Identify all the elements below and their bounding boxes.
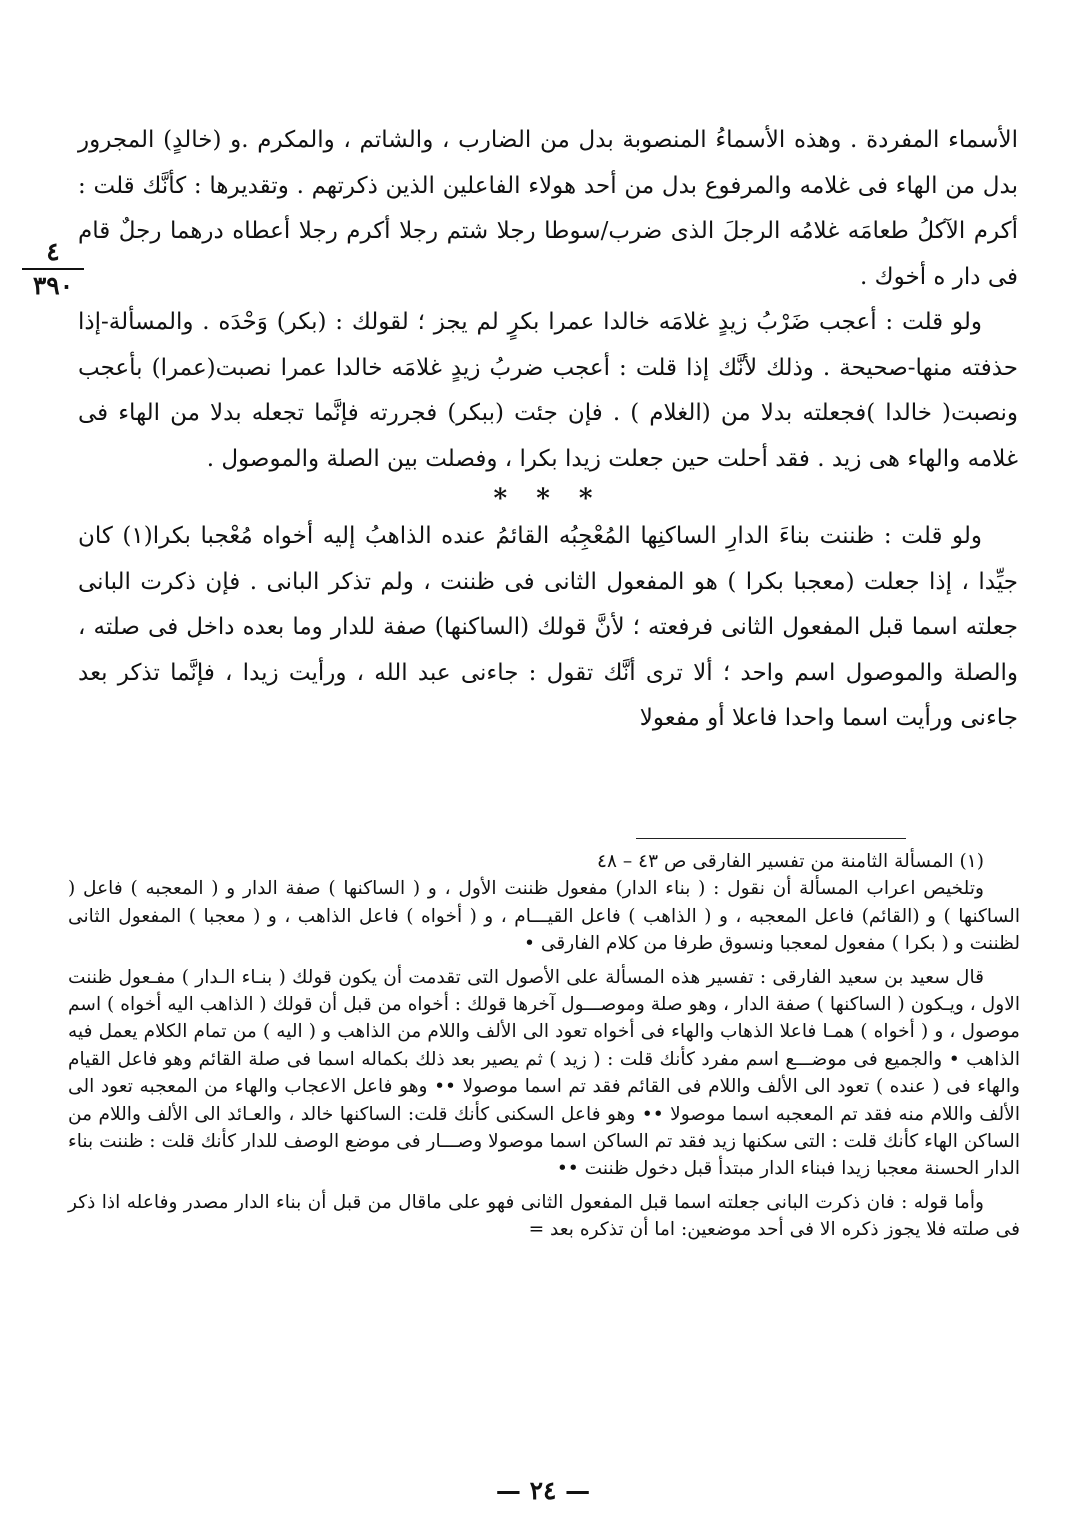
footnote-divider [636, 838, 906, 839]
margin-page-reference [22, 238, 84, 299]
page-number: — ٢٤ — [495, 1476, 591, 1505]
margin-reference-bottom: ٣٩٠ [32, 270, 74, 300]
main-text-block [78, 118, 1018, 742]
main-paragraph-2: ولو قلت : أعجب ضَرْبُ زيدٍ غلامَه خالدا عمرا بكرٍ لم يجز ؛ لقولك : (بكر) وَحْدَه . والمسألة-إذا حذفته منها-صحيحة . وذلك لأنَّك إذا قلت : أعجب ضربُ زيدٍ غلامَه خالدا عمرا نصبت(عمرا) بأعجب ونصبت( خالدا )فجعلته بدلا من (الغلام ) . فإن جئت (ببكر) فجررته فإنَّما تجعله بدلا من الهاء فى غلامه والهاء هى زيد . فقد أحلت حين جعلت زيدا بكرا ، وفصلت بين الصلة والموصول . [78, 309, 1018, 472]
footnotes-block [68, 848, 1020, 1244]
margin-reference-top: ٤ [22, 238, 84, 270]
footnote-paragraph-2: قال سعيد بن سعيد الفارقى : تفسير هذه المسألة على الأصول التى تقدمت أن يكون قولك ( بنـاء الـدار ) مفـعول ظننت الاول ، ويـكون ( الساكنها ) صفة الدار ، وهو صلة وموصـــول آخرها قولك : أخواه من قبل أن قولك ( الذاهب اليه أخواه ) اسم موصول ، و ( أخواه ) همـا فاعلا الذهاب والهاء فى أخواه تعود الى الألف واللام من الذاهب و ( اليه ) من تمام الكلام يعمل فيه الذاهب • والجميع فى موضـــع اسم مفرد كأنك قلت : ( زيد ) ثم يصير بعد ذلك بكماله اسما فى صلة القائم وهو فاعل القيام والهاء فى ( عنده ) تعود الى الألف واللام فى القائم فقد تم اسما موصولا •• وهو فاعل الاعجاب والهاء من المعجبه تعود الى الألف واللام منه فقد تم المعجبه اسما موصولا •• وهو فاعل السكنى كأنك قلت: الساكنها خالد ، والعـائد الى الألف واللام من الساكن الهاء كأنك قلت : التى سكنها زيد فقد تم الساكن اسما موصولا وصـــار فى موضع الوصف للدار كأنك قلت : ظننت بناء الدار الحسنة معجبا زيدا فبناء الدار مبتدأ قبل دخول ظننت •• [68, 966, 1020, 1180]
main-paragraph-1: الأسماء المفردة . وهذه الأسماءُ المنصوبة بدل من الضارب ، والشاتم ، والمكرم .و (خالدٍ) المجرور بدل من الهاء فى غلامه والمرفوع بدل من أحد هولاء الفاعلين الذين ذكرتهم . وتقديرها : كأنَّك قلت : أكرم الآكلُ طعامَه غلامُه الرجلَ الذى ضرب/سوطا رجلا شتم رجلا أكرم رجلا أعطاه درهما رجلٌ قام فى دار ه أخوك . [78, 127, 1018, 290]
main-paragraph-3: ولو قلت : ظننت بناءَ الدارِ الساكنِها المُعْجِبُه القائمُ عنده الذاهبُ إليه أخواه مُعْجبا بكرا(١) كان جيِّدا ، إذا جعلت (معجبا بكرا ) هو المفعول الثانى فى ظننت ، ولم تذكر البانى . فإن ذكرت البانى جعلته اسما قبل المفعول الثانى فرفعته ؛ لأنَّ قولك (الساكنها) صفة للدار وما بعده داخل فى صلته ، والصلة والموصول اسم واحد ؛ ألا ترى أنَّك تقول : جاءنى عبد الله ، ورأيت زيدا ، فإنَّما تذكر بعد جاءنى ورأيت اسما واحدا فاعلا أو مفعولا [78, 523, 1018, 731]
footnote-paragraph-1: وتلخيص اعراب المسألة أن نقول : ( بناء الدار) مفعول ظننت الأول ، و ( الساكنها ) صفة الدار و ( المعجبه ) فاعل ( الساكنها ) و (القائم) فاعل المعجبه ، و ( الذاهب ) فاعل القيـــام ، و ( أخواه ) فاعل الذاهب ، و ( معجبا ) المفعول الثانى لظننت و ( بكرا ) مفعول لمعجبا ونسوق طرفا من كلام الفارقى • [68, 878, 1020, 955]
section-separator: * * * [493, 484, 603, 514]
footnote-heading: (١) المسألة الثامنة من تفسير الفارقى ص ٤٣ – ٤٨ [597, 851, 984, 872]
footnote-paragraph-3: وأما قوله : فان ذكرت البانى جعلته اسما قبل المفعول الثانى فهو على ماقال من قبل أن بناء الدار مصدر وفاعله اذا ذكر فى صلته فلا يجوز ذكره الا فى أحد موضعين: اما أن تذكره بعد = [68, 1191, 1020, 1241]
